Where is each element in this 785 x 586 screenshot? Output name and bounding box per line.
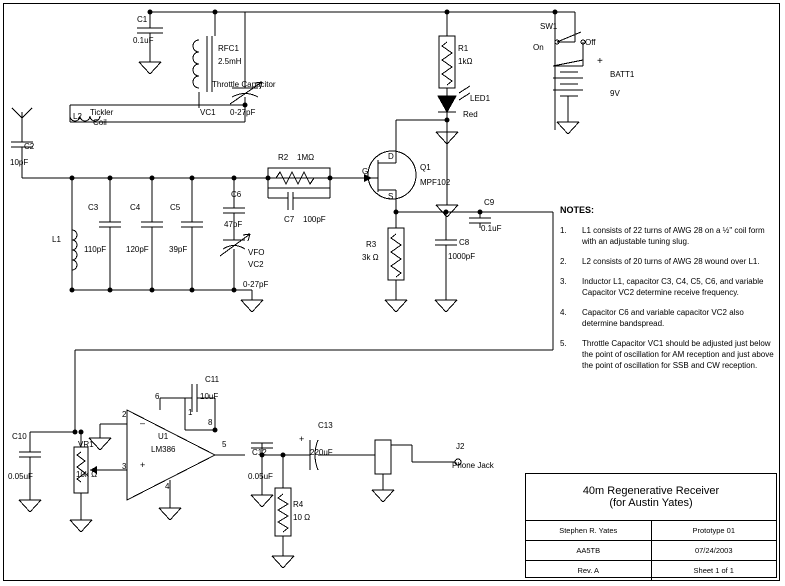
label-c6-val: 47pF (224, 220, 243, 229)
project-title-line1: 40m Regenerative Receiver (582, 485, 720, 497)
label-c2-val: 10pF (10, 158, 29, 167)
note-number: 4. (560, 308, 567, 317)
note-item (560, 225, 775, 247)
label-r3-val: 3k Ω (362, 253, 379, 262)
note-text: Capacitor C6 and variable capacitor VC2 also determine bandspread. (582, 308, 744, 328)
label-rfc1-ref: RFC1 (218, 44, 239, 53)
note-number: 1. (560, 226, 567, 235)
label-c9: C9 (484, 198, 495, 207)
title-block (525, 473, 777, 578)
label-r3: R3 (366, 240, 377, 249)
author-cell: Stephen R. Yates (526, 521, 652, 540)
label-c5: C5 (170, 203, 181, 212)
label-sw1: SW1 (540, 22, 558, 31)
label-sw1-on: On (533, 43, 544, 52)
label-c13: C13 (318, 421, 333, 430)
note-item (560, 276, 775, 298)
title-block-row (526, 521, 776, 541)
note-text: Throttle Capacitor VC1 should be adjusted just below the point of oscillation for AM reception and just above the point of oscillation for SSB and CW reception. (582, 339, 774, 370)
label-c4-val: 120pF (126, 245, 149, 254)
label-u1-minus: – (140, 418, 146, 428)
label-l2-ref: L2 (73, 112, 82, 121)
notes-header: NOTES: (560, 205, 595, 215)
label-c11-val: 10uF (200, 392, 219, 401)
label-c11: C11 (205, 375, 220, 384)
label-led1-val: Red (463, 110, 478, 119)
label-l1-ref: L1 (52, 235, 61, 244)
callsign-cell: AA5TB (526, 541, 652, 560)
label-c4: C4 (130, 203, 141, 212)
label-c10-val: 0.05uF (8, 472, 33, 481)
label-u1-plus: + (140, 460, 146, 470)
label-r1-val: 1kΩ (458, 57, 473, 66)
label-r2-val: 1MΩ (297, 153, 315, 162)
note-item (560, 338, 775, 371)
label-u1-val: LM386 (151, 445, 176, 454)
label-c13-val: 220uF (310, 448, 333, 457)
label-vr1: VR1 (78, 440, 94, 449)
label-u1-pin-8: 8 (208, 418, 213, 427)
label-batt1-val: 9V (610, 89, 620, 98)
label-sw1-off: Off (585, 38, 596, 47)
label-r2: R2 (278, 153, 289, 162)
label-c6: C6 (231, 190, 242, 199)
label-u1-pin-5: 5 (222, 440, 227, 449)
label-throttle-capacitor: Throttle Capacitor (212, 80, 276, 89)
notes-block (560, 205, 775, 380)
title-block-project (526, 474, 776, 521)
note-text: L2 consists of 20 turns of AWG 28 wound over L1. (582, 257, 760, 266)
label-vc2-ref: VC2 (248, 260, 264, 269)
label-q1-pin-d: D (388, 152, 394, 161)
title-block-row (526, 561, 776, 580)
label-c8: C8 (459, 238, 470, 247)
label-u1-pin-2: 2 (122, 410, 127, 419)
label-battery-plus: + (597, 56, 603, 67)
label-c5-val: 39pF (169, 245, 188, 254)
label-j2-val: Phone Jack (452, 461, 494, 470)
note-item (560, 256, 775, 267)
note-item (560, 307, 775, 329)
label-r4: R4 (293, 500, 304, 509)
label-c13-plus: + (299, 434, 305, 444)
project-title-line2: (for Austin Yates) (609, 497, 693, 509)
label-u1: U1 (158, 432, 169, 441)
label-r1: R1 (458, 44, 469, 53)
label-c1-val: 0.1uF (133, 36, 154, 45)
label-u1-pin-3: 3 (122, 462, 127, 471)
title-block-row (526, 541, 776, 561)
label-q1-pin-s: S (388, 192, 394, 201)
note-number: 2. (560, 257, 567, 266)
note-text: L1 consists of 22 turns of AWG 28 on a ½" coil form with an adjustable tuning slug. (582, 226, 765, 246)
label-u1-pin-4: 4 (165, 482, 170, 491)
label-c1-ref: C1 (137, 15, 148, 24)
label-c8-val: 1000pF (448, 252, 476, 261)
label-vc2-val: 0-27pF (243, 280, 269, 289)
label-c2-ref: C2 (24, 142, 35, 151)
label-c9-val: 0.1uF (481, 224, 502, 233)
note-number: 5. (560, 339, 567, 348)
label-batt1-ref: BATT1 (610, 70, 635, 79)
label-q1-val: MPF102 (420, 178, 451, 187)
revision-cell: Rev. A (526, 561, 652, 580)
note-number: 3. (560, 277, 567, 286)
label-u1-pin-1: 1 (188, 408, 193, 417)
label-vc1-ref: VC1 (200, 108, 216, 117)
label-c7: C7 (284, 215, 295, 224)
label-c3: C3 (88, 203, 99, 212)
note-text: Inductor L1, capacitor C3, C4, C5, C6, and variable Capacitor VC2 determine receive frequency. (582, 277, 764, 297)
label-tickler-line1: Tickler (90, 108, 114, 117)
label-c10: C10 (12, 432, 27, 441)
prototype-cell: Prototype 01 (692, 526, 736, 535)
date-cell: 07/24/2003 (694, 546, 733, 555)
label-u1-pin-6: 6 (155, 392, 160, 401)
label-c12-val: 0.05uF (248, 472, 273, 481)
label-vr1-val: 10k Ω (76, 470, 98, 479)
label-vfo: VFO (248, 248, 265, 257)
label-q1-pin-g: G (362, 167, 369, 176)
label-c3-val: 110pF (84, 245, 107, 254)
label-vc1-val: 0-27pF (230, 108, 256, 117)
label-j2: J2 (456, 442, 465, 451)
label-c12: C12 (252, 448, 267, 457)
label-rfc1-val: 2.5mH (218, 57, 242, 66)
sheet-cell: Sheet 1 of 1 (693, 566, 734, 575)
label-q1-ref: Q1 (420, 163, 431, 172)
label-led1-ref: LED1 (470, 94, 491, 103)
label-r4-val: 10 Ω (293, 513, 311, 522)
label-tickler-line2: Coil (93, 118, 107, 127)
label-c7-val: 100pF (303, 215, 326, 224)
